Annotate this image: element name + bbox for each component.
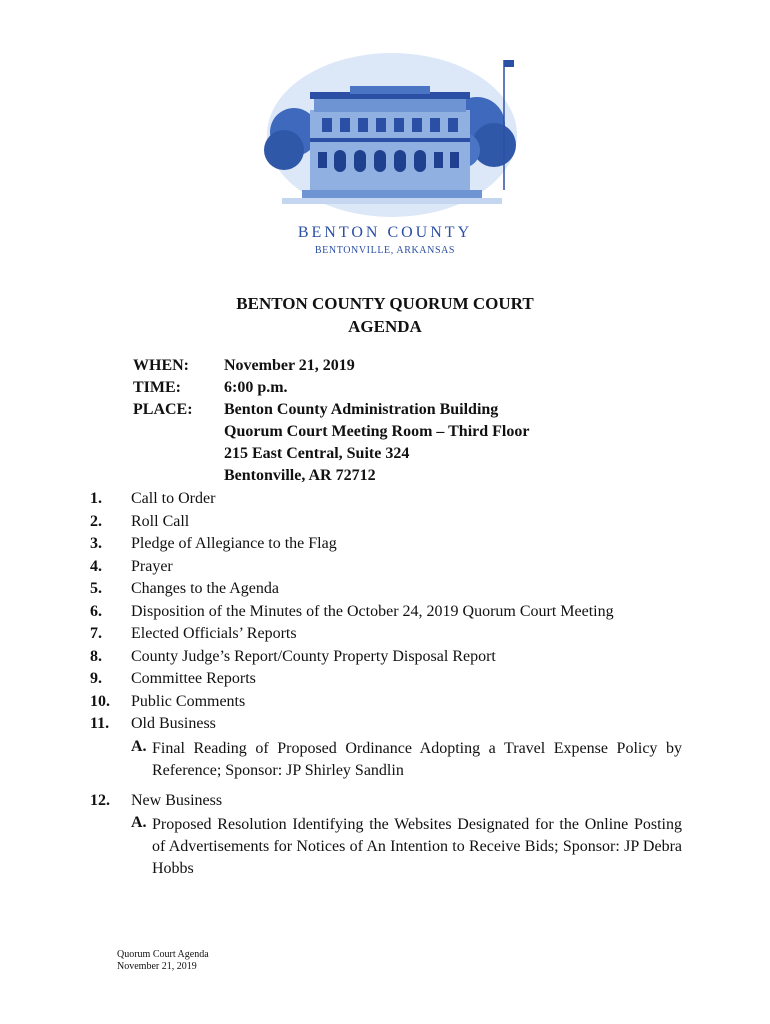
title-line-2: AGENDA: [348, 317, 422, 336]
item-number: 8.: [90, 647, 102, 665]
county-name: BENTON COUNTY: [297, 224, 473, 241]
item-number: 1.: [90, 490, 102, 507]
agenda-item: [90, 623, 690, 646]
place-line: Bentonville, AR 72712: [224, 467, 376, 484]
item-text: Prayer: [131, 557, 173, 575]
time-label: TIME:: [133, 379, 181, 396]
when-label: WHEN:: [133, 357, 189, 374]
meeting-details: [133, 355, 529, 487]
item-number: 6.: [90, 602, 102, 620]
place-line: 215 East Central, Suite 324: [224, 445, 410, 462]
item-number: 2.: [90, 512, 102, 530]
courthouse-logo: [262, 40, 522, 220]
item-number: 3.: [90, 535, 102, 552]
time-value: 6:00 p.m.: [224, 379, 288, 396]
page-title: [0, 292, 770, 338]
agenda-item: [90, 578, 690, 601]
agenda-item: [90, 790, 690, 813]
new-business-subitem: [131, 814, 690, 880]
item-number: 11.: [90, 715, 110, 732]
item-number: 7.: [90, 625, 102, 642]
item-text: County Judge’s Report/County Property Disposal Report: [131, 647, 496, 665]
item-number: 5.: [90, 580, 102, 597]
when-row: [133, 355, 529, 377]
agenda-item: [90, 556, 690, 579]
subitem-text: Final Reading of Proposed Ordinance Adopting a Travel Expense Policy by Reference; Sponsor: JP Shirley Sandlin: [152, 739, 682, 779]
item-text: Committee Reports: [131, 670, 256, 687]
agenda-item: [90, 601, 690, 624]
agenda-item: [90, 668, 690, 691]
place-value: [224, 399, 529, 487]
agenda-item: [90, 691, 690, 714]
agenda-item: [90, 488, 690, 511]
place-row: [133, 399, 529, 487]
item-number: 9.: [90, 670, 102, 687]
subitem-letter: A.: [131, 814, 147, 831]
item-number: 4.: [90, 557, 102, 575]
agenda-item: [90, 533, 690, 556]
item-text: Elected Officials’ Reports: [131, 625, 297, 642]
title-line-1: BENTON COUNTY QUORUM COURT: [236, 294, 534, 313]
page-footer: [117, 949, 209, 973]
place-line: Quorum Court Meeting Room – Third Floor: [224, 423, 530, 440]
item-text: Old Business: [131, 715, 216, 732]
when-value: November 21, 2019: [224, 357, 355, 374]
agenda-list: [90, 488, 690, 888]
item-text: Disposition of the Minutes of the October 24, 2019 Quorum Court Meeting: [131, 602, 614, 620]
item-number: 12.: [90, 791, 110, 809]
time-row: [133, 377, 529, 399]
subitem-letter: A.: [131, 737, 147, 755]
item-text: Pledge of Allegiance to the Flag: [131, 535, 337, 552]
place-line: Benton County Administration Building: [224, 401, 499, 418]
item-text: Call to Order: [131, 490, 216, 507]
place-label: PLACE:: [133, 401, 193, 418]
agenda-item: [90, 646, 690, 669]
item-text: Roll Call: [131, 512, 190, 530]
footer-line-2: November 21, 2019: [117, 961, 197, 972]
old-business-subitem: [131, 738, 690, 782]
item-number: 10.: [90, 692, 110, 710]
item-text: New Business: [131, 791, 223, 809]
county-location: BENTONVILLE, ARKANSAS: [314, 245, 456, 256]
subitem-text: Proposed Resolution Identifying the Websites Designated for the Online Posting of Advertisements for Notices of An Intention to Receive Bids; Sponsor: JP Debra Hobbs: [152, 816, 682, 877]
item-text: Public Comments: [131, 692, 246, 710]
footer-line-1: Quorum Court Agenda: [117, 949, 209, 960]
item-text: Changes to the Agenda: [131, 580, 279, 597]
agenda-item: [90, 713, 690, 736]
agenda-item: [90, 511, 690, 534]
